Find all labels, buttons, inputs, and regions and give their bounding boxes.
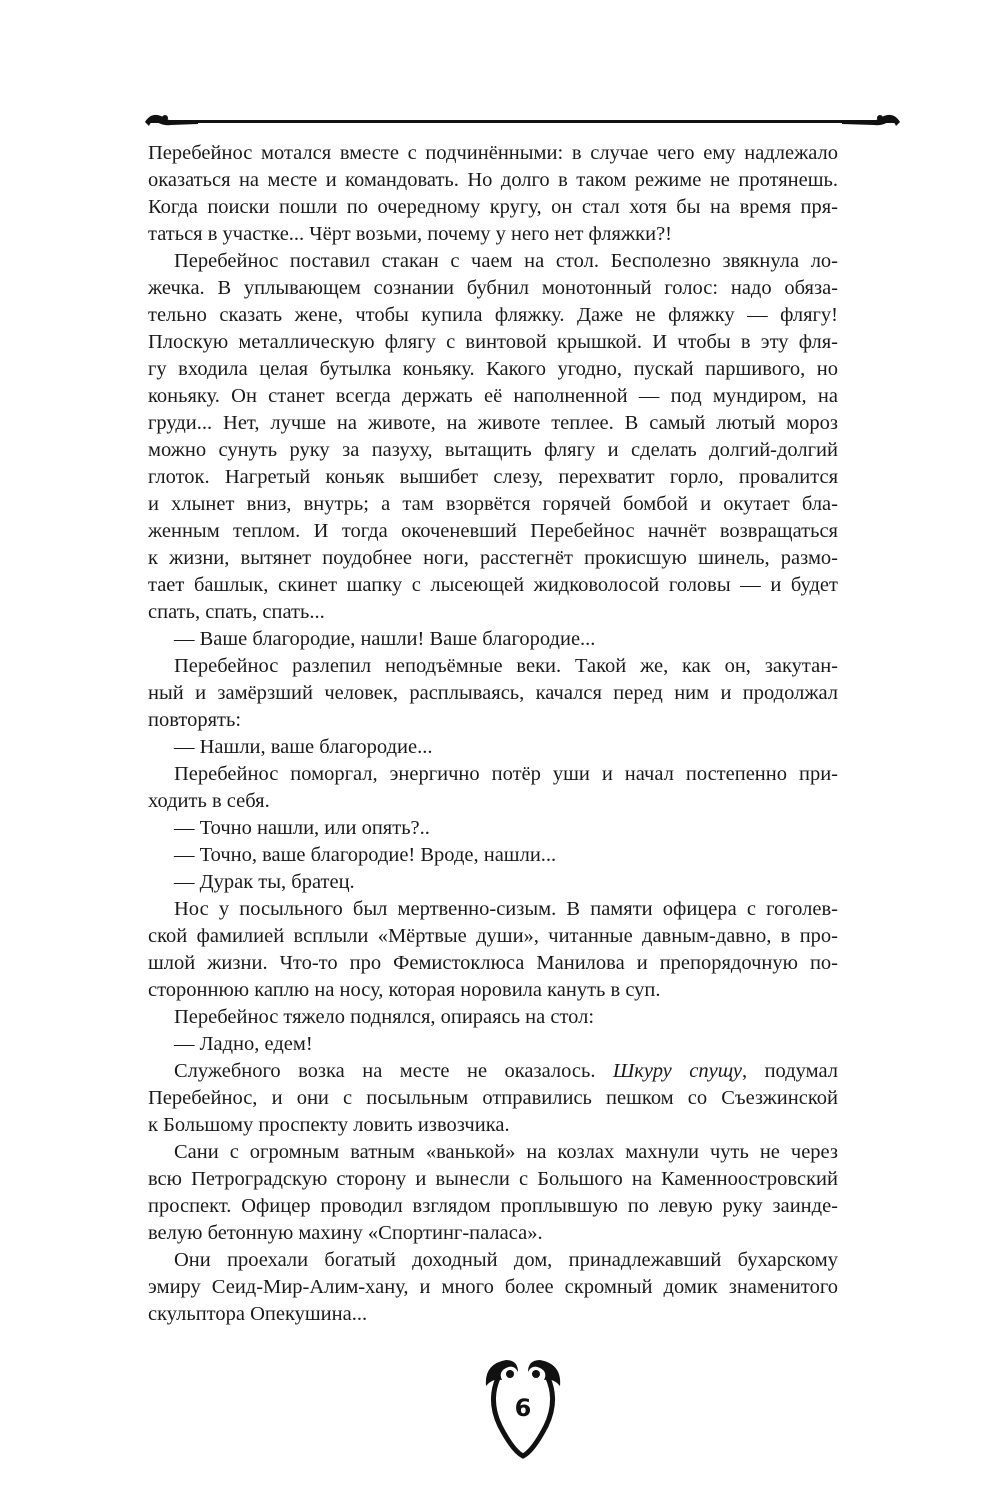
text-line: к Большому проспекту ловить извозчика. <box>148 1114 510 1136</box>
text-line: проспект. Офицер проводил взглядом проплывшую по левую руку заинде- <box>148 1195 838 1217</box>
paragraph <box>148 1031 838 1058</box>
text-line: Перебейнос тяжело поднялся, опираясь на стол: <box>174 1006 595 1028</box>
text-line: глоток. Нагретый коньяк вышибет слезу, перехватит горло, провалится <box>148 466 838 488</box>
text-line: Сани с огромным ватным «ванькой» на козлах махнули чуть не через <box>174 1141 838 1163</box>
paragraph <box>148 626 838 653</box>
paragraph <box>148 1139 838 1247</box>
paragraph <box>148 1058 838 1139</box>
text-line: скульптора Опекушина... <box>148 1303 368 1325</box>
text-line: спать, спать, спать... <box>148 601 325 623</box>
paragraph <box>148 734 838 761</box>
emphasized-text: Шкуру спущу <box>612 1060 742 1082</box>
text-line: гу входила целая бутылка коньяку. Какого угодно, пускай паршивого, но <box>148 358 838 380</box>
text-line: — Ладно, едем! <box>174 1033 313 1055</box>
text-line: Нос у посыльного был мертвенно-сизым. В памяти офицера с гоголев- <box>174 898 838 920</box>
paragraph <box>148 653 838 734</box>
text-line: можно сунуть руку за пазуху, вытащить флягу и сделать долгий-долгий <box>148 439 838 461</box>
text-line: Перебейнос поморгал, энергично потёр уши и начал постепенно при- <box>174 763 838 785</box>
text-line: женным теплом. И тогда окоченевший Перебейнос начнёт возвращаться <box>148 520 838 542</box>
text-line: и хлынет вниз, внутрь; а там взорвётся горячей бомбой и окутает бла- <box>148 493 838 515</box>
text-line: шлой жизни. Что-то про Фемистоклюса Манилова и препорядочную по- <box>148 952 838 974</box>
text-line: Перебейнос разлепил неподъёмные веки. Такой же, как он, закутан- <box>174 655 838 677</box>
header-rule <box>150 120 895 123</box>
text-line: ходить в себя. <box>148 790 270 812</box>
text-line: — Точно, ваше благородие! Вроде, нашли... <box>174 844 557 866</box>
page-number: 6 <box>514 1394 532 1422</box>
paragraph <box>148 869 838 896</box>
text-line: Они проехали богатый доходный дом, принадлежавший бухарскому <box>174 1249 838 1271</box>
text-line: — Точно нашли, или опять?.. <box>174 817 430 839</box>
text-line: ской фамилией всплыли «Мёртвые души», читанные давным-давно, в про- <box>148 925 838 947</box>
text-line: всю Петроградскую сторону и вынесли с Большого на Каменноостровский <box>148 1168 838 1190</box>
text-line: коньяку. Он станет всегда держать её наполненной — под мундиром, на <box>148 385 838 407</box>
paragraph <box>148 140 838 248</box>
page-number-ornament <box>478 1356 568 1466</box>
text-line: таться в участке... Чёрт возьми, почему у него нет фляжки?! <box>148 223 672 245</box>
text-line: Перебейнос поставил стакан с чаем на стол. Бесполезно звякнула ло- <box>174 250 838 272</box>
text-line: груди... Нет, лучше на животе, на животе теплее. В самый лютый мороз <box>148 412 838 434</box>
text-line: эмиру Сеид-Мир-Алим-хану, и много более скромный домик знаменитого <box>148 1276 838 1298</box>
text-line: жечка. В уплывающем сознании бубнил монотонный голос: надо обяза- <box>148 277 838 299</box>
text-line: тает башлык, скинет шапку с лысеющей жидковолосой головы — и будет <box>148 574 838 596</box>
paragraph <box>148 761 838 815</box>
text-line: Перебейнос мотался вместе с подчинёнными: в случае чего ему надлежало <box>148 142 838 164</box>
text-line: к жизни, вытянет поудобнее ноги, расстегнёт прокисшую шинель, размо- <box>148 547 838 569</box>
text-line: оказаться на месте и командовать. Но долго в таком режиме не протянешь. <box>148 169 838 191</box>
text-line: стороннюю каплю на носу, которая норовила кануть в суп. <box>148 979 661 1001</box>
text-line: велую бетонную махину «Спортинг-паласа». <box>148 1222 543 1244</box>
header-ornament-left-icon <box>143 108 198 132</box>
paragraph <box>148 248 838 626</box>
text-line: тельно сказать жене, чтобы купила фляжку. Даже не фляжку — флягу! <box>148 304 838 326</box>
paragraph <box>148 896 838 1004</box>
text-line: — Нашли, ваше благородие... <box>174 736 433 758</box>
text-line: Когда поиски пошли по очередному кругу, он стал хотя бы на время пря- <box>148 196 838 218</box>
paragraph <box>148 1247 838 1328</box>
text-line: повторять: <box>148 709 242 731</box>
paragraph <box>148 842 838 869</box>
paragraph <box>148 815 838 842</box>
text-line: Перебейнос, и они с посыльным отправились пешком со Съезжинской <box>148 1087 838 1109</box>
body-text <box>148 140 838 1328</box>
text-line: — Дурак ты, братец. <box>174 871 355 893</box>
header-ornament-right-icon <box>842 108 902 132</box>
text-line: Служебного возка на месте не оказалось. Шкуру спущу, подумал <box>174 1060 838 1082</box>
text-line: Плоскую металлическую флягу с винтовой крышкой. И чтобы в эту фля- <box>148 331 838 353</box>
text-line: ный и замёрзший человек, расплываясь, качался перед ним и продолжал <box>148 682 838 704</box>
text-line: — Ваше благородие, нашли! Ваше благородие... <box>174 628 596 650</box>
paragraph <box>148 1004 838 1031</box>
